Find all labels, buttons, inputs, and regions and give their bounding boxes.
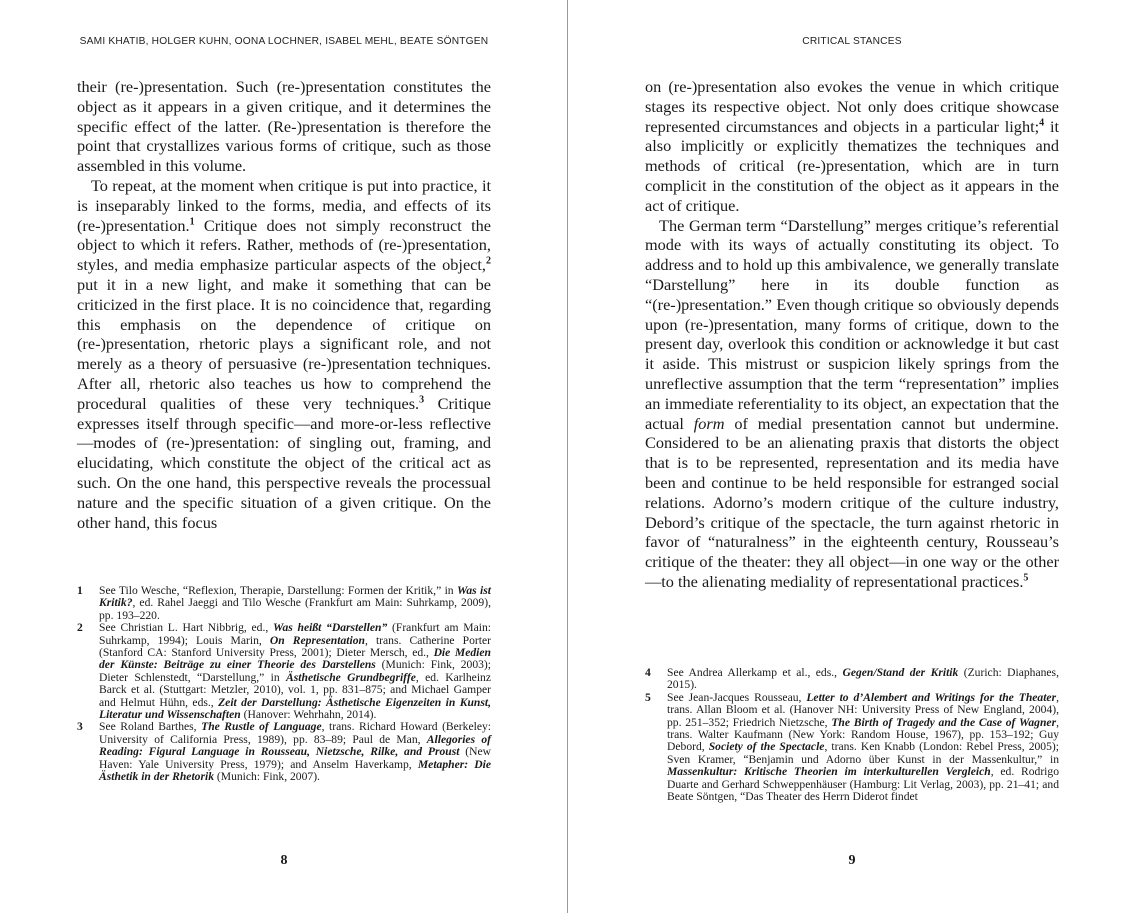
footnote-title: The Birth of Tragedy and the Case of Wagner — [831, 715, 1057, 729]
footnote-text: , trans. Allan Bloom et al. (Hanover NH: University Press of New England, 2004), pp. 251–352; Friedrich Nietzsche, — [667, 690, 1059, 729]
footnote-text: , trans. Ken Knabb (London: Rebel Press, 2005); Sven Kramer, “Benjamin und Adorno über Kunst in der Massenkultur,” in — [667, 740, 1059, 766]
paragraph-text: their (re-)presentation. Such (re-)presentation constitutes the object as it appears in a given critique, and it determines the specific effect of the latter. (Re-)presentation is therefore the point that crystallizes various forms of critique, such as those assembled in this volume. — [77, 77, 491, 176]
footnote-text: See Christian L. Hart Nibbrig, ed., — [99, 621, 273, 635]
paragraph — [77, 176, 491, 532]
footnote-text: (Munich: Fink, 2007). — [214, 770, 320, 784]
footnote-title: Gegen/Stand der Kritik — [842, 666, 959, 679]
right-running-head: CRITICAL STANCES — [802, 36, 902, 47]
footnote-title: Metapher: Die Ästhetik in der Rhetorik — [99, 757, 492, 784]
footnote-text: (Munich: Fink, 2003); Dieter Schlenstedt, “Darstellung,” in — [99, 658, 491, 684]
paragraph-text: The German term “Darstellung” merges critique’s referential mode with its ways of actually constituting its object. To address and to hold up this ambivalence, we generally translate “Darstellung” here in its double function as “(re-)presentation.” Even though critique so obviously depends upon (re-)presentation, many forms of critique, down to the present day, overlook this condition or acknowledge it but cast it aside. This mistrust or suspicion likely springs from the unreflective assumption that the term “representation” implies an immediate referentiality to its object, an expectation that the actual — [645, 215, 1059, 433]
right-page — [645, 0, 1059, 913]
left-body-text — [77, 77, 491, 532]
left-running-head: SAMI KHATIB, HOLGER KUHN, OONA LOCHNER, ISABEL MEHL, BEATE SÖNTGEN — [79, 36, 489, 47]
left-footnotes — [77, 585, 491, 784]
footnote-text: , ed. Rahel Jaeggi and Tilo Wesche (Frankfurt am Main: Suhrkamp, 2009), pp. 193–220. — [99, 596, 491, 622]
footnote-ref-5[interactable]: 5 — [1023, 572, 1029, 584]
footnote-title: Was heißt “Darstellen” — [273, 621, 388, 635]
footnote-number: 4 — [645, 666, 651, 679]
footnote-title: Allegories of Reading: Figural Language in Rousseau, Nietzsche, Rilke, and Proust — [99, 732, 491, 759]
paragraph — [77, 77, 491, 176]
paragraph-text: To repeat, at the moment when critique is put into practice, it is inseparably linked to the forms, media, and effects of its (re-)presentation. — [77, 175, 491, 235]
footnote-4 — [645, 667, 1059, 692]
footnote-ref-3[interactable]: 3 — [419, 394, 425, 406]
footnote-text: , trans. Walter Kaufmann (New York: Random House, 1967), pp. 153–192; Guy Debord, — [667, 715, 1059, 754]
footnote-title: Was ist Kritik? — [99, 584, 491, 610]
footnote-title: Die Medien der Künste: Beiträge zu einer Theorie des Darstellens — [99, 646, 491, 672]
paragraph-text: put it in a new light, and make it something that can be criticized in the first place. It is no coincidence that, regarding this emphasis on the dependence of critique on (re-)presentation, rhetoric plays a significant role, and not merely as a theory of persuasive (re-)presentation techniques. After all, rhetoric also teaches us how to comprehend the procedural qualities of these very techniques. — [77, 274, 491, 413]
footnote-text: See Tilo Wesche, “Reflexion, Therapie, Darstellung: Formen der Kritik,” in — [99, 584, 457, 597]
paragraph-text: of medial presentation cannot but undermine. Considered to be an alienating praxis that distorts the object that is to be represented, representation and its media have been and continue to be held responsible for estranged social relations. Adorno’s modern critique of the culture industry, Debord’s critique of the spectacle, the turn against rhetoric in favor of “naturalness” in the eighteenth century, Rousseau’s critique of the theater: they all object—in one way or the other—to the alienating mediality of representational practices. — [645, 413, 1059, 591]
footnote-ref-2[interactable]: 2 — [486, 255, 491, 267]
footnote-ref-4[interactable]: 4 — [1039, 117, 1045, 129]
footnote-title: Zeit der Darstellung: Ästhetische Eigenzeiten in Kunst, Literatur und Wissenschaften — [99, 695, 491, 722]
paragraph-text: on (re-)presentation also evokes the venue in which critique stages its respective object. Not only does critique showcase represented circumstances and objects in a particular light; — [645, 77, 1059, 136]
left-page-number: 8 — [280, 853, 288, 868]
footnote-text: , trans. Catherine Porter (Stanford CA: Stanford University Press, 2001); Dieter Mersch, ed., — [99, 633, 491, 660]
left-page — [77, 0, 491, 913]
right-page-number: 9 — [848, 853, 856, 868]
paragraph — [645, 77, 1059, 216]
footnote-title: Society of the Spectacle — [708, 740, 825, 754]
footnote-text: (New Haven: Yale University Press, 1979); and Anselm Haverkamp, — [99, 745, 491, 771]
footnote-text: See Jean-Jacques Rousseau, — [667, 690, 807, 704]
right-footnotes — [645, 667, 1059, 803]
footnote-number: 2 — [77, 621, 83, 635]
footnote-2 — [77, 622, 491, 721]
paragraph — [645, 216, 1059, 592]
footnote-text: (Hanover: Wehrhahn, 2014). — [240, 708, 377, 722]
footnote-number: 3 — [77, 720, 83, 734]
paragraph-text: it also implicitly or explicitly thematizes the techniques and methods of critical (re-)presentation, which are in turn complicit in the constitution of the object as it appears in the act of critique. — [645, 116, 1059, 215]
right-body-text — [645, 77, 1059, 592]
footnote-title: The Rustle of Language — [201, 720, 322, 734]
footnote-title: On Representation — [269, 633, 365, 647]
footnote-number: 5 — [645, 690, 651, 704]
footnote-text: , ed. Rodrigo Duarte and Gerhard Schweppenhäuser (Hamburg: Lit Verlag, 2003), pp. 21–41; and Beate Söntgen, “Das Theater des Herrn Diderot findet — [667, 765, 1059, 804]
footnote-ref-1[interactable]: 1 — [189, 216, 195, 228]
footnote-text: , trans. Richard Howard (Berkeley: University of California Press, 1989), pp. 83–89; Paul de Man, — [99, 720, 491, 746]
paragraph-text: Critique does not simply reconstruct the object to which it refers. Rather, methods of (re-)presentation, styles, and media emphasize particular aspects of the object, — [77, 215, 491, 275]
footnote-text: See Roland Barthes, — [99, 720, 202, 734]
footnote-text: , ed. Karlheinz Barck et al. (Stuttgart: Metzler, 2010), vol. 1, pp. 831–875; and Michael Gamper and Helmut Hühn, eds., — [99, 670, 491, 709]
emphasis: form — [693, 413, 725, 433]
footnote-text: (Frankfurt am Main: Suhrkamp, 1994); Louis Marin, — [99, 621, 491, 647]
paragraph-text: Critique expresses itself through specific—and more-or-less reflective—modes of (re-)presentation: of singling out, framing, and elucidating, which constitute the object of the critical act as such. On the one hand, this perspective reveals the processual nature and the specific situation of a given critique. On the other hand, this focus — [77, 393, 492, 532]
footnote-5 — [645, 692, 1059, 804]
footnote-3 — [77, 721, 491, 783]
footnote-title: Massenkultur: Kritische Theorien im interkulturellen Vergleich — [667, 765, 991, 779]
footnote-title: Ästhetische Grundbegriffe — [286, 670, 416, 684]
footnote-text: (Zurich: Diaphanes, 2015). — [667, 666, 1059, 692]
footnote-number: 1 — [77, 584, 83, 597]
footnote-1 — [77, 585, 491, 622]
footnote-title: Letter to d’Alembert and Writings for the Theater — [806, 690, 1057, 704]
footnote-text: See Andrea Allerkamp et al., eds., — [667, 666, 843, 679]
page-gutter — [567, 0, 568, 913]
